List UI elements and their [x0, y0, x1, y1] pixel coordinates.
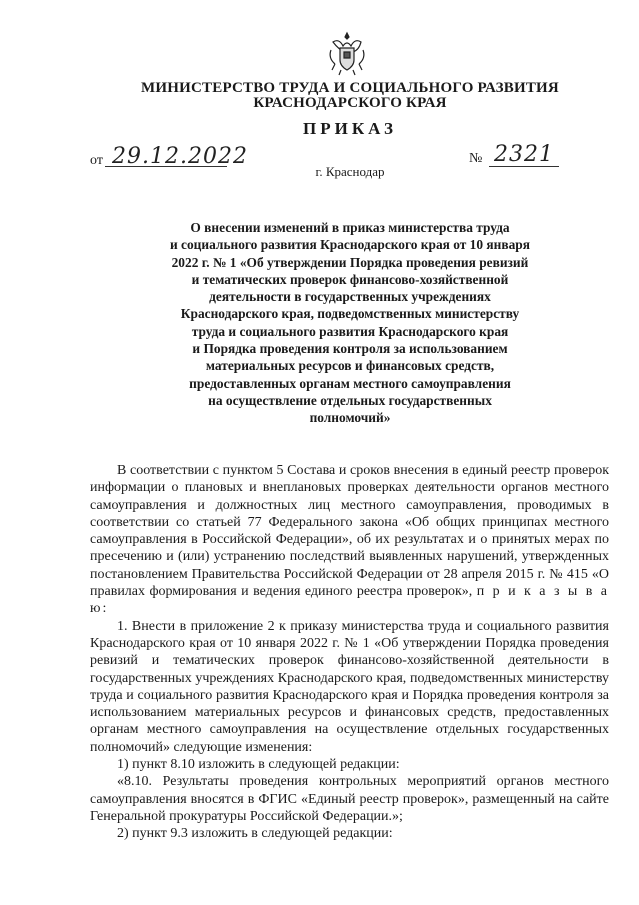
title-line: Краснодарского края, подведомственных министерству — [180, 306, 520, 322]
item-1-paragraph: 1. Внести в приложение 2 к приказу министерства труда и социального развития Краснодарского края от 10 января 2022 г. № 1 «Об утверждении Порядка проведения ревизий и тематических проверок финансово-хозяйственной деятельности в государственных учреждениях Краснодарского края, подведомственных министерству труда и социального развития Краснодарского края и Порядка проведения контроля за использованием материальных ресурсов и финансовых средств, предоставленных органам местного самоуправления на осуществление отдельных государственных полномочий» следующие изменения: — [90, 618, 609, 755]
subitem-1: 1) пункт 8.10 изложить в следующей редакции: — [117, 757, 400, 773]
ministry-name-line1: МИНИСТЕРСТВО ТРУДА И СОЦИАЛЬНОГО РАЗВИТИЯ — [141, 80, 559, 96]
subitem-2: 2) пункт 9.3 изложить в следующей редакции: — [117, 826, 393, 842]
order-title — [120, 219, 580, 427]
preamble-text: В соответствии с пунктом 5 Состава и сроков внесения в единый реестр проверок информации о плановых и внеплановых проверках деятельности органов местного самоуправления и должностных лиц местного самоуправления, проводимых в соответствии со статьей 77 Федерального закона «Об общих принципах местного самоуправления в Российской Федерации», об их результатах и о принятых мерах по пресечению и (или) устранению последствий выявленных нарушений, утвержденных постановлением Правительства Российской Федерации от 28 апреля 2015 г. № 415 «О правилах формирования и ведения единого реестра проверок», — [90, 463, 609, 600]
title-line: предоставленных органам местного самоуправления — [189, 375, 511, 391]
ministry-name-line2: КРАСНОДАРСКОГО КРАЯ — [253, 95, 447, 111]
title-line: О внесении изменений в приказ министерства труда — [190, 220, 510, 235]
title-line: материальных ресурсов и финансовых средств, — [205, 358, 495, 374]
title-line: и Порядка проведения контроля за использованием — [192, 341, 508, 357]
title-line: и социального развития Краснодарского края от 10 января — [169, 237, 530, 253]
decree-word: п р и к а з ы в а ю: — [90, 584, 610, 617]
handwritten-number: 2321 — [494, 142, 554, 167]
title-line: полномочий» — [309, 410, 391, 426]
title-line: труда и социального развития Краснодарского края — [191, 323, 509, 339]
title-line: деятельности в государственных учреждениях — [209, 289, 491, 305]
title-line: 2022 г. № 1 «Об утверждении Порядка проведения ревизий — [171, 254, 529, 270]
city: г. Краснодар — [315, 164, 385, 179]
title-line: на осуществление отдельных государственных — [208, 392, 492, 408]
handwritten-date: 29.12.2022 — [112, 144, 248, 169]
coat-of-arms-emblem — [327, 30, 367, 76]
number-sign: № — [469, 151, 483, 166]
date-prefix: от — [90, 153, 103, 168]
quoted-clause-8-10: «8.10. Результаты проведения контрольных мероприятий органов местного самоуправления вносятся в ФГИС «Единый реестр проверок», размещенный на сайте Генеральной прокуратуры Российской Федерации.»; — [90, 774, 609, 824]
document-type: ПРИКАЗ — [303, 119, 397, 138]
order-body — [90, 462, 609, 843]
preamble-paragraph — [90, 462, 609, 618]
title-line: и тематических проверок финансово-хозяйственной — [191, 271, 509, 287]
